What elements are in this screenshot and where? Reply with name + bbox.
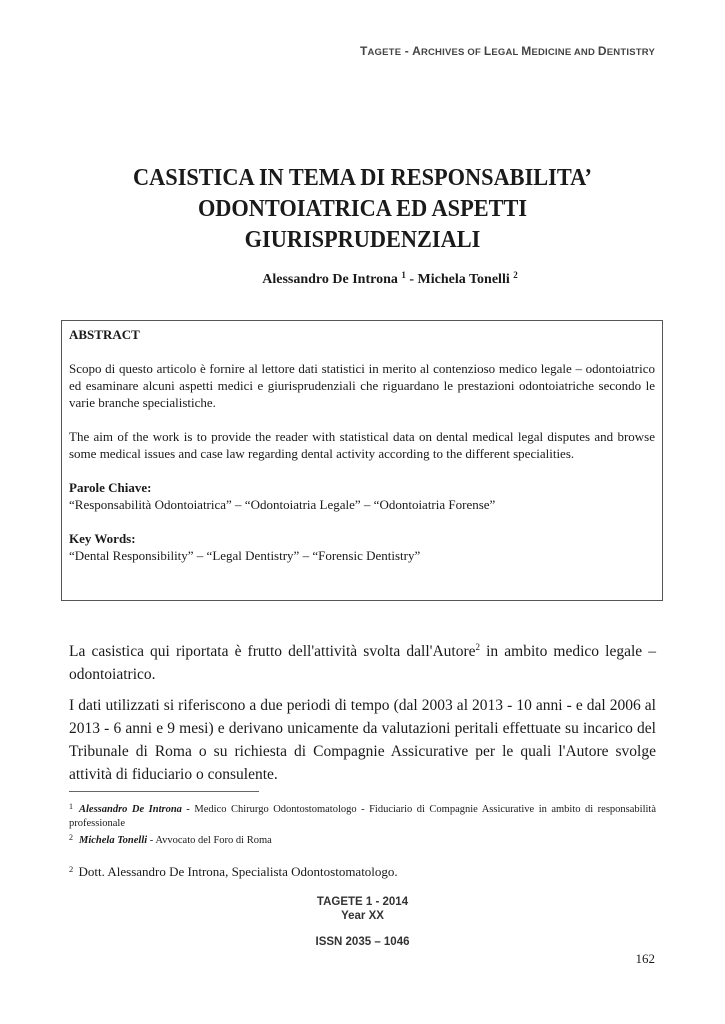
key-words-label: Key Words: [69, 531, 136, 546]
article-title [81, 163, 644, 256]
abstract-english: The aim of the work is to provide the reader with statistical data on dental medical legal disputes and browse some medical issues and case law regarding dental activity according to the different specialities. [69, 429, 655, 461]
footer-issue: TAGETE 1 - 2014 [316, 896, 409, 908]
journal-header: TAGETE - ARCHIVES OF LEGAL MEDICINE AND DENTISTRY [359, 44, 655, 58]
abstract-box [61, 320, 663, 601]
page-number: 162 [635, 951, 655, 966]
journal-footer [0, 895, 725, 949]
footer-issn: ISSN 2035 – 1046 [315, 936, 410, 948]
key-words: “Dental Responsibility” – “Legal Dentistry” – “Forensic Dentistry” [69, 548, 421, 563]
title-line-2: ODONTOIATRICA ED ASPETTI GIURISPRUDENZIALI [197, 196, 528, 253]
footnote-ref-2: 2 [475, 642, 480, 652]
author-2: Michela Tonelli [417, 272, 510, 287]
footnote-divider [69, 791, 259, 792]
body-paragraph-1: La casistica qui riportata è frutto dell'attività svolta dall'Autore$^2$ in ambito medico legale – odontoiatrico. [69, 642, 657, 683]
footer-year: Year XX [341, 910, 384, 922]
author-list: Alessandro De Introna $^1$ - Michela Tonelli $^2$ [262, 270, 518, 287]
title-line-1: CASISTICA IN TEMA DI RESPONSABILITA’ [133, 165, 592, 191]
author-1-mark: 1 [401, 270, 406, 280]
author-2-mark: 2 [513, 270, 518, 280]
parole-chiave: “Responsabilità Odontoiatrica” – “Odontoiatria Legale” – “Odontoiatria Forense” [69, 497, 496, 512]
abstract-heading: ABSTRACT [69, 327, 140, 342]
parole-chiave-label: Parole Chiave: [69, 480, 152, 495]
footnotes [69, 800, 656, 848]
article-body [69, 636, 656, 794]
footnote-2: $^2$ Michela Tonelli - Avvocato del Foro di Roma [69, 833, 272, 846]
author-1: Alessandro De Introna [262, 272, 398, 287]
body-paragraph-2: I dati utilizzati si riferiscono a due periodi di tempo (dal 2003 al 2013 - 10 anni - e dal 2006 al 2013 - 6 anni e 9 mesi) e derivano unicamente da valutazioni peritali effettuate su incarico del Tribunale di Roma o su richiesta di Compagnie Assicurative per le quali l'Autore svolge attività di fiduciario o consulente. [69, 697, 656, 783]
endnote-2: $^2$ Dott. Alessandro De Introna, Specialista Odontostomatologo. [69, 864, 398, 879]
footnote-1: $^1$ Alessandro De Introna - Medico Chirurgo Odontostomatologo - Fiduciario di Compagnie Assicurative in ambito di responsabilità professionale [69, 802, 656, 829]
abstract-italian: Scopo di questo articolo è fornire al lettore dati statistici in merito al contenzioso medico legale – odontoiatrico ed esaminare alcuni aspetti medici e giurisprudenziali che riguardano le prestazioni odontoiatriche secondo le varie branche specialistiche. [69, 361, 655, 410]
